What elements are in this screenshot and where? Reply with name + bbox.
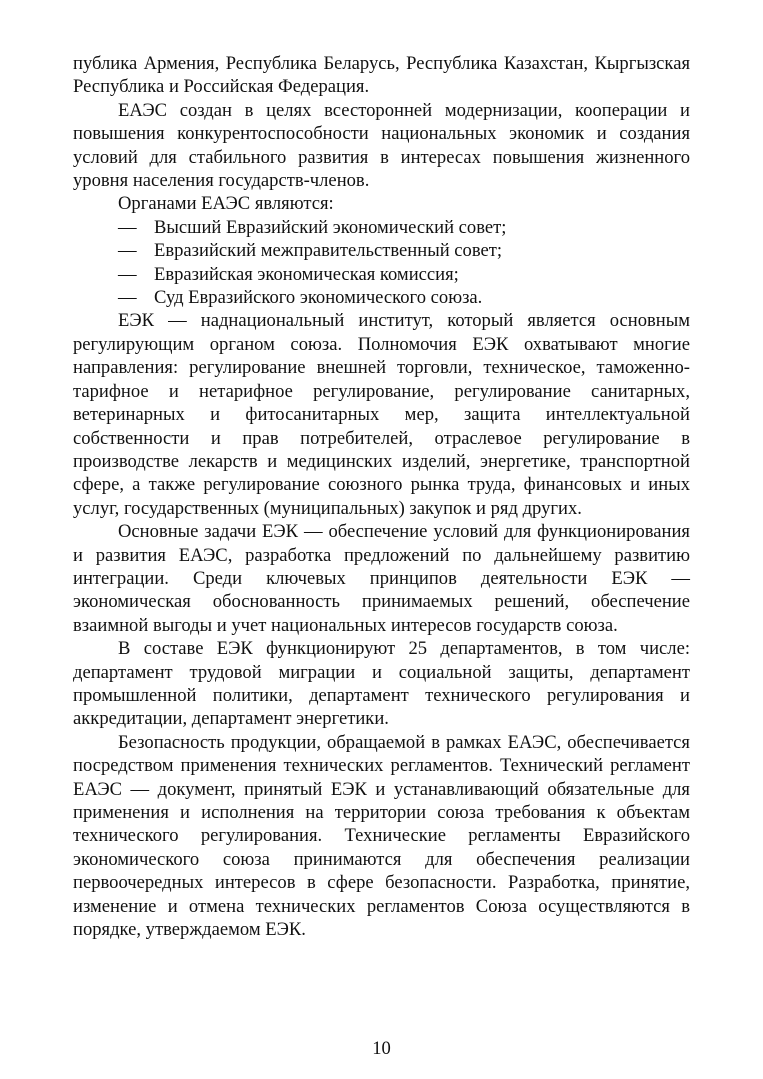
dash-marker: — <box>118 216 137 238</box>
paragraph-organs-intro: Органами ЕАЭС являются: <box>118 193 334 215</box>
paragraph-eaeu-purpose: ЕАЭС создан в целях всесторонней модернизации, кооперации и повышения конкурентоспособности национальных экономик и создания условий для стабильного развития в интересах повышения жизненного уровня населения государств-членов. <box>73 99 690 192</box>
list-item-text: Евразийский межправительственный совет; <box>154 240 503 262</box>
dash-marker: — <box>118 263 137 285</box>
dash-marker: — <box>118 287 137 309</box>
paragraph-eec-departments: В составе ЕЭК функционируют 25 департаментов, в том числе: департамент трудовой миграции и социальной защиты, департамент промышленной политики, департамент технического регулирования и аккредитации, департамент энергетики. <box>73 638 690 730</box>
page-number: 10 <box>372 1038 391 1059</box>
list-item <box>73 239 690 262</box>
list-item <box>73 286 690 309</box>
organs-list <box>73 216 690 310</box>
paragraph-eec-powers: ЕЭК — наднациональный институт, который является основным регулирующим органом союза. Полномочия ЕЭК охватывают многие направления: регулирование внешней торговли, техническое, таможенно-тарифное и нетарифное регулирование, регулирование санитарных, ветеринарных и фитосанитарных мер, защита интеллектуальной собственности и прав потребителей, отраслевое регулирование в производстве лекарств и медицинских изделий, энергетике, транспортной сфере, а также регулирование союзного рынка труда, финансовых и иных услуг, государственных (муниципальных) закупок и ряд других. <box>73 310 690 519</box>
paragraph-eec-tasks: Основные задачи ЕЭК — обеспечение условий для функционирования и развития ЕАЭС, разработка предложений по дальнейшему развитию интеграции. Среди ключевых принципов деятельности ЕЭК — экономическая обоснованность принимаемых решений, обеспечение взаимной выгоды и учет национальных интересов государств союза. <box>73 521 690 636</box>
list-item <box>73 263 690 286</box>
page-text <box>73 52 690 941</box>
paragraph-technical-regulations: Безопасность продукции, обращаемой в рамках ЕАЭС, обеспечивается посредством применения технических регламентов. Технический регламент ЕАЭС — документ, принятый ЕЭК и устанавливающий обязательные для применения и исполнения на территории союза требования к объектам технического регулирования. Технические регламенты Евразийского экономического союза принимаются для обеспечения реализации первоочередных интересов в сфере безопасности. Разработка, принятие, изменение и отмена технических регламентов Союза осуществляются в порядке, утверждаемом ЕЭК. <box>73 731 690 941</box>
dash-marker: — <box>118 240 137 262</box>
paragraph-continuation: публика Армения, Республика Беларусь, Республика Казахстан, Кыргызская Республика и Российская Федерация. <box>73 53 690 98</box>
list-item-text: Суд Евразийского экономического союза. <box>154 287 483 309</box>
list-item-text: Евразийская экономическая комиссия; <box>154 263 459 285</box>
list-item-text: Высший Евразийский экономический совет; <box>154 216 507 238</box>
list-item <box>73 216 690 239</box>
